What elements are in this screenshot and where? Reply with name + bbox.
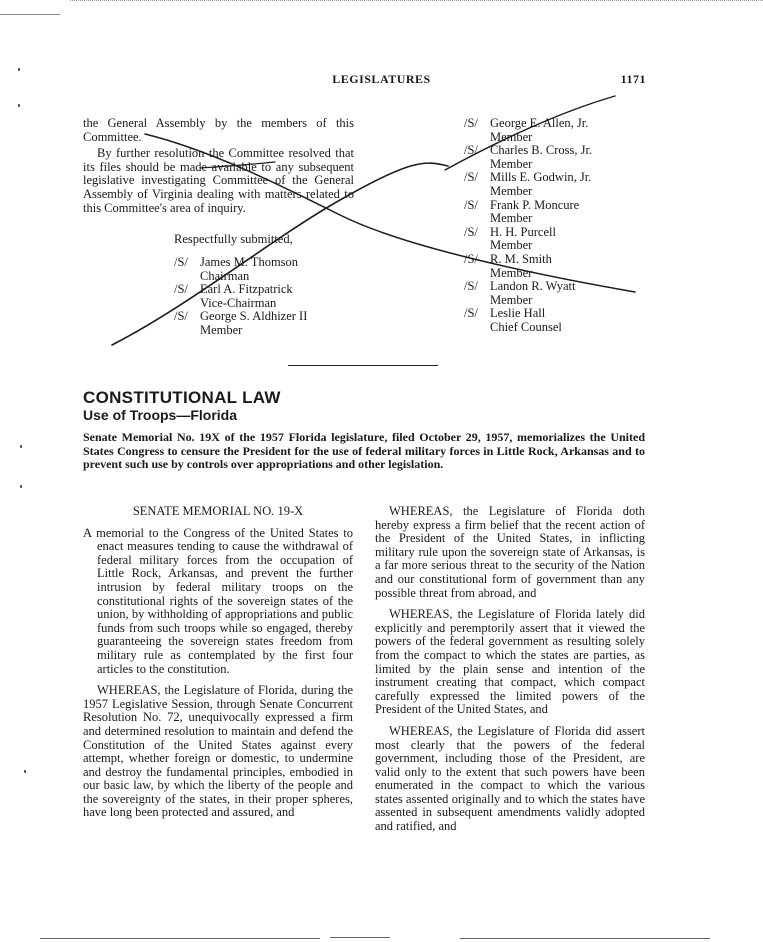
signature-mark: /S/: [464, 306, 478, 321]
closing-line: Respectfully submitted,: [174, 232, 293, 246]
signer-name: Mills E. Godwin, Jr.: [490, 170, 592, 185]
section-summary: Senate Memorial No. 19X of the 1957 Florida legislature, filed October 29, 1957, memorializes the United States Congress to censure the President for the use of federal military forces in Little Rock, Arkansas and to prevent such use by controls over appropriations and other legislation.: [83, 430, 645, 472]
signer-name: Charles B. Cross, Jr.: [490, 143, 593, 158]
signer-role: Member: [490, 238, 533, 253]
scan-artifact-line: [40, 938, 320, 939]
signer-name: Landon R. Wyatt: [490, 279, 576, 294]
scan-artifact-line: [460, 938, 710, 939]
signature-mark: /S/: [464, 143, 478, 158]
ink-stroke: [112, 163, 448, 345]
section-subtitle: Use of Troops—Florida: [83, 407, 238, 423]
signer-role: Member: [490, 211, 533, 226]
memorial-left-column: [83, 505, 353, 820]
whereas-clause: WHEREAS, the Legislature of Florida lately did explicitly and peremptorily assert that it viewed the powers of the federal government as resulting solely from the compact to which the states are parties, as limited by the plain sense and intention of the instrument creating that compact, which compact carefully expressed the limited powers of the President of the United States, and: [375, 607, 645, 717]
signer-name: George E. Allen, Jr.: [490, 116, 589, 130]
section-divider: [288, 365, 438, 366]
signer-role: Vice-Chairman: [200, 295, 277, 310]
whereas-clause: WHEREAS, the Legislature of Florida did assert most clearly that the powers of the federal government, including those of the President, are valid only to the extent that such powers have been enumerated in the compact to which the various states assented originally and to which the states have assented in subsequent amendments validly adopted and ratified, and: [375, 723, 645, 834]
signature-mark: /S/: [464, 116, 478, 130]
page-number: 1171: [620, 72, 646, 86]
signer-role: Member: [490, 183, 533, 198]
signature-mark: /S/: [464, 224, 478, 239]
signature-mark: /S/: [464, 197, 478, 212]
ink-stroke: [145, 134, 635, 292]
signature-mark: /S/: [174, 255, 188, 269]
signer-role: Member: [490, 292, 533, 307]
section-title: CONSTITUTIONAL LAW: [83, 388, 281, 407]
scan-artifact-line: [330, 937, 390, 938]
ink-stroke: [445, 96, 615, 170]
paragraph: By further resolution the Committee resolved that its files should be made available to any subsequent legislative investigating Committee of the General Assembly of Virginia dealing with matters related to this Committee's area of inquiry.: [83, 146, 354, 215]
signer-role: Chairman: [200, 268, 250, 283]
whereas-clause: WHEREAS, the Legislature of Florida doth hereby express a firm belief that the recent action of the President of the United States, in inflicting military rule upon the sovereign state of Arkansas, is a far more serious threat to the security of the Nation and our constitutional form of government than any possible threat from abroad, and: [375, 504, 645, 600]
signer-role: Member: [490, 129, 533, 144]
signer-name: James M. Thomson: [200, 255, 299, 269]
signature-mark: /S/: [464, 251, 478, 266]
ink-stroke: [200, 162, 275, 168]
signer-role: Chief Counsel: [490, 319, 562, 334]
signer-role: Member: [200, 322, 243, 337]
signature-mark: /S/: [174, 309, 188, 324]
signer-role: Member: [490, 156, 533, 171]
paragraph: the General Assembly by the members of this Committee.: [83, 116, 354, 144]
signature-mark: /S/: [464, 279, 478, 294]
whereas-clause: WHEREAS, the Legislature of Florida, during the 1957 Legislative Session, through Senate Concurrent Resolution No. 72, unequivocally expressed a firm and determined resolution to maintain and defend the Constitution of the United States against every attempt, whether foreign or domestic, to undermine and destroy the fundamental principles, embodied in our basic law, by which the liberty of the people and the sovereignty of the states, in their proper spheres, have long been protected and assured, and: [83, 683, 353, 820]
signer-role: Member: [490, 265, 533, 280]
signature-mark: /S/: [174, 282, 188, 297]
signer-name: George S. Aldhizer II: [200, 309, 308, 324]
memorial-heading: SENATE MEMORIAL NO. 19-X: [132, 504, 304, 518]
signer-name: H. H. Purcell: [490, 224, 556, 239]
running-head: LEGISLATURES: [332, 72, 431, 86]
signer-name: Leslie Hall: [490, 306, 546, 321]
signer-name: Earl A. Fitzpatrick: [200, 282, 293, 297]
signer-name: Frank P. Moncure: [490, 197, 580, 212]
memorial-intro: A memorial to the Congress of the United States to enact measures tending to cause the withdrawal of federal military forces from the occupation of Little Rock, Arkansas, and prevent the further intrusion by federal military troops on the constitutional rights of the sovereign states of the union, by withholding of appropriations and public funds from such troops while so engaged, thereby guaranteeing the sovereign states freedom from military rule as contemplated by the first four articles to the constitution.: [83, 525, 353, 676]
memorial-right-column: [375, 505, 645, 834]
signature-mark: /S/: [464, 170, 478, 185]
signer-name: R. M. Smith: [490, 251, 552, 266]
